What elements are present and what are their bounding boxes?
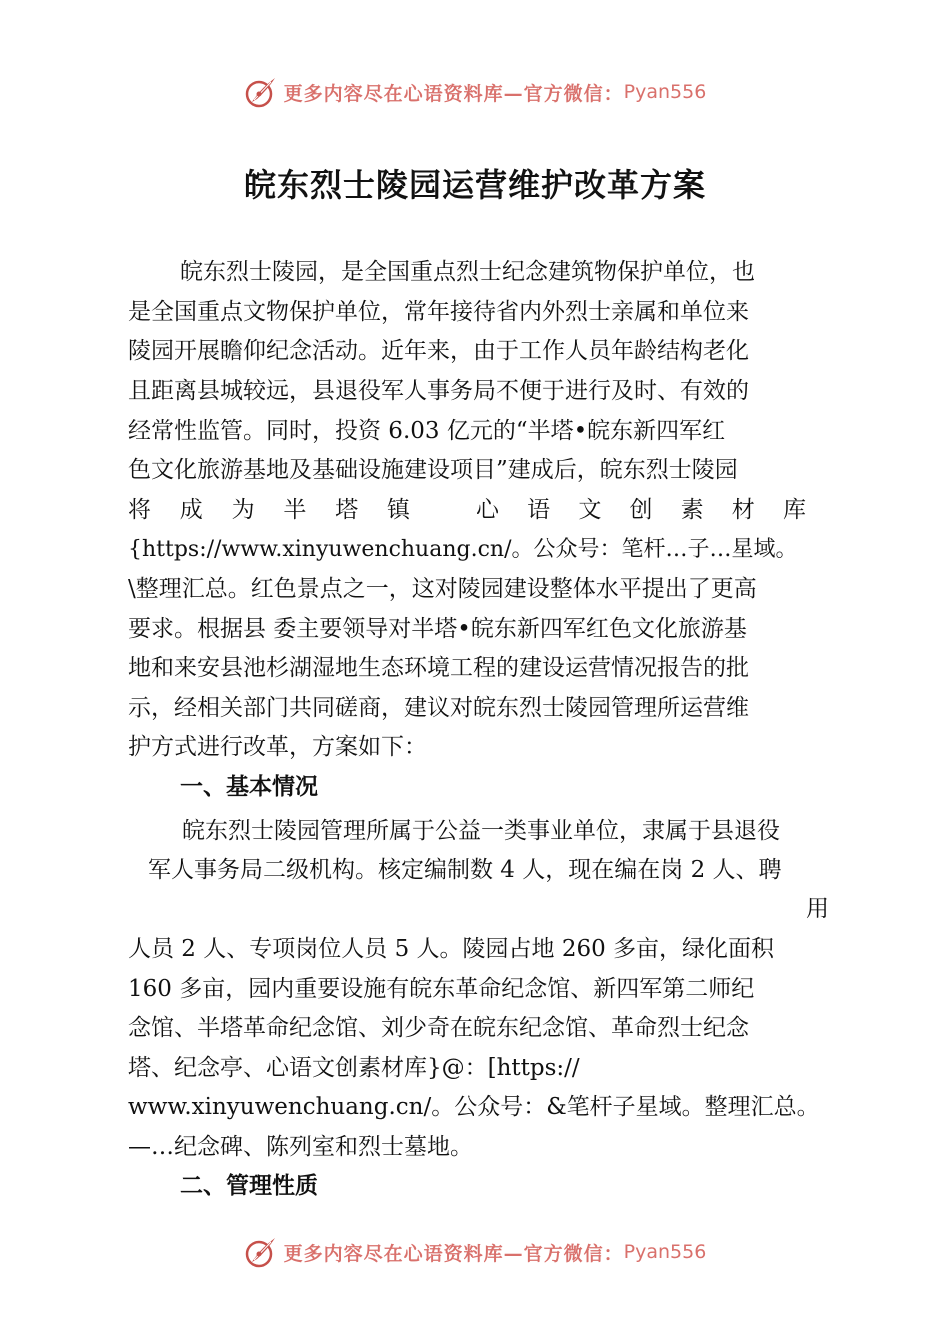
paragraph-line: 用 — [806, 896, 829, 922]
footer-banner — [0, 1232, 950, 1272]
paragraph-line: 陵园开展瞻仰纪念活动。近年来，由于工作人员年龄结构老化 — [128, 338, 749, 364]
spread-char: 语 — [527, 497, 551, 523]
spread-char: 心 — [476, 497, 499, 523]
spread-char: 创 — [629, 497, 653, 523]
banner-wechat-id: Pyan556 — [623, 1241, 707, 1263]
paragraph-line: \整理汇总。红色景点之一，这对陵园建设整体水平提出了更高 — [128, 576, 757, 602]
spread-char: 材 — [731, 497, 755, 523]
spread-line — [128, 496, 834, 524]
spread-char: 镇 — [386, 497, 410, 523]
banner-wechat-id: Pyan556 — [623, 81, 707, 103]
document-title: 皖东烈士陵园运营维护改革方案 — [243, 166, 706, 204]
paragraph-line: {https://www.xinyuwenchuang.cn/。公众号：笔杆…子…星域。 — [128, 537, 798, 562]
paragraph-line: 经常性监管。同时，投资 6.03 亿元的“半塔•皖东新四军红 — [128, 418, 726, 444]
section-heading-management: 二、管理性质 — [180, 1173, 318, 1199]
paragraph-line: —…纪念碑、陈列室和烈士墓地。 — [128, 1134, 473, 1160]
paragraph-line: 示，经相关部门共同磋商，建议对皖东烈士陵园管理所运营维 — [128, 695, 749, 721]
spread-char: 塔 — [335, 497, 359, 523]
spread-char: 将 — [128, 497, 151, 523]
header-banner — [0, 72, 950, 112]
quill-logo-icon — [244, 75, 278, 109]
spread-char: 成 — [179, 497, 203, 523]
spread-char: 半 — [283, 497, 307, 523]
paragraph-line: 要求。根据县 委主要领导对半塔•皖东新四军红色文化旅游基 — [128, 616, 747, 642]
banner-text: 更多内容尽在心语资料库—官方微信： — [283, 82, 624, 105]
paragraph-line: 人员 2 人、专项岗位人员 5 人。陵园占地 260 多亩，绿化面积 — [128, 936, 775, 962]
banner-text: 更多内容尽在心语资料库—官方微信： — [283, 1242, 624, 1265]
paragraph-line: 地和来安县池杉湖湿地生态环境工程的建设运营情况报告的批 — [128, 655, 749, 681]
paragraph-line: 塔、纪念亭、心语文创素材库}@：[https:// — [128, 1055, 580, 1081]
paragraph-line: 且距离县城较远，县退役军人事务局不便于进行及时、有效的 — [128, 378, 749, 404]
section-heading-basic: 一、基本情况 — [180, 774, 318, 800]
paragraph-line: 皖东烈士陵园管理所属于公益一类事业单位，隶属于县退役 — [182, 818, 780, 844]
paragraph-line: 皖东烈士陵园，是全国重点烈士纪念建筑物保护单位，也 — [180, 259, 755, 285]
spread-char: 文 — [578, 497, 602, 523]
paragraph-line: 军人事务局二级机构。核定编制数 4 人，现在编在岗 2 人、聘 — [148, 857, 782, 883]
spread-char: 库 — [782, 497, 806, 523]
paragraph-line: 是全国重点文物保护单位，常年接待省内外烈士亲属和单位来 — [128, 299, 749, 325]
paragraph-line: www.xinyuwenchuang.cn/。公众号：&笔杆子星域。整理汇总。 — [128, 1094, 820, 1120]
paragraph-line: 念馆、半塔革命纪念馆、刘少奇在皖东纪念馆、革命烈士纪念 — [128, 1015, 749, 1041]
spread-char: 素 — [680, 497, 704, 523]
paragraph-line: 护方式进行改革，方案如下： — [128, 734, 427, 760]
paragraph-line: 色文化旅游基地及基础设施建设项目”建成后，皖东烈士陵园 — [128, 457, 738, 483]
spread-char: 为 — [231, 497, 255, 523]
paragraph-line: 160 多亩，园内重要设施有皖东革命纪念馆、新四军第二师纪 — [128, 976, 755, 1002]
quill-logo-icon — [244, 1235, 278, 1269]
